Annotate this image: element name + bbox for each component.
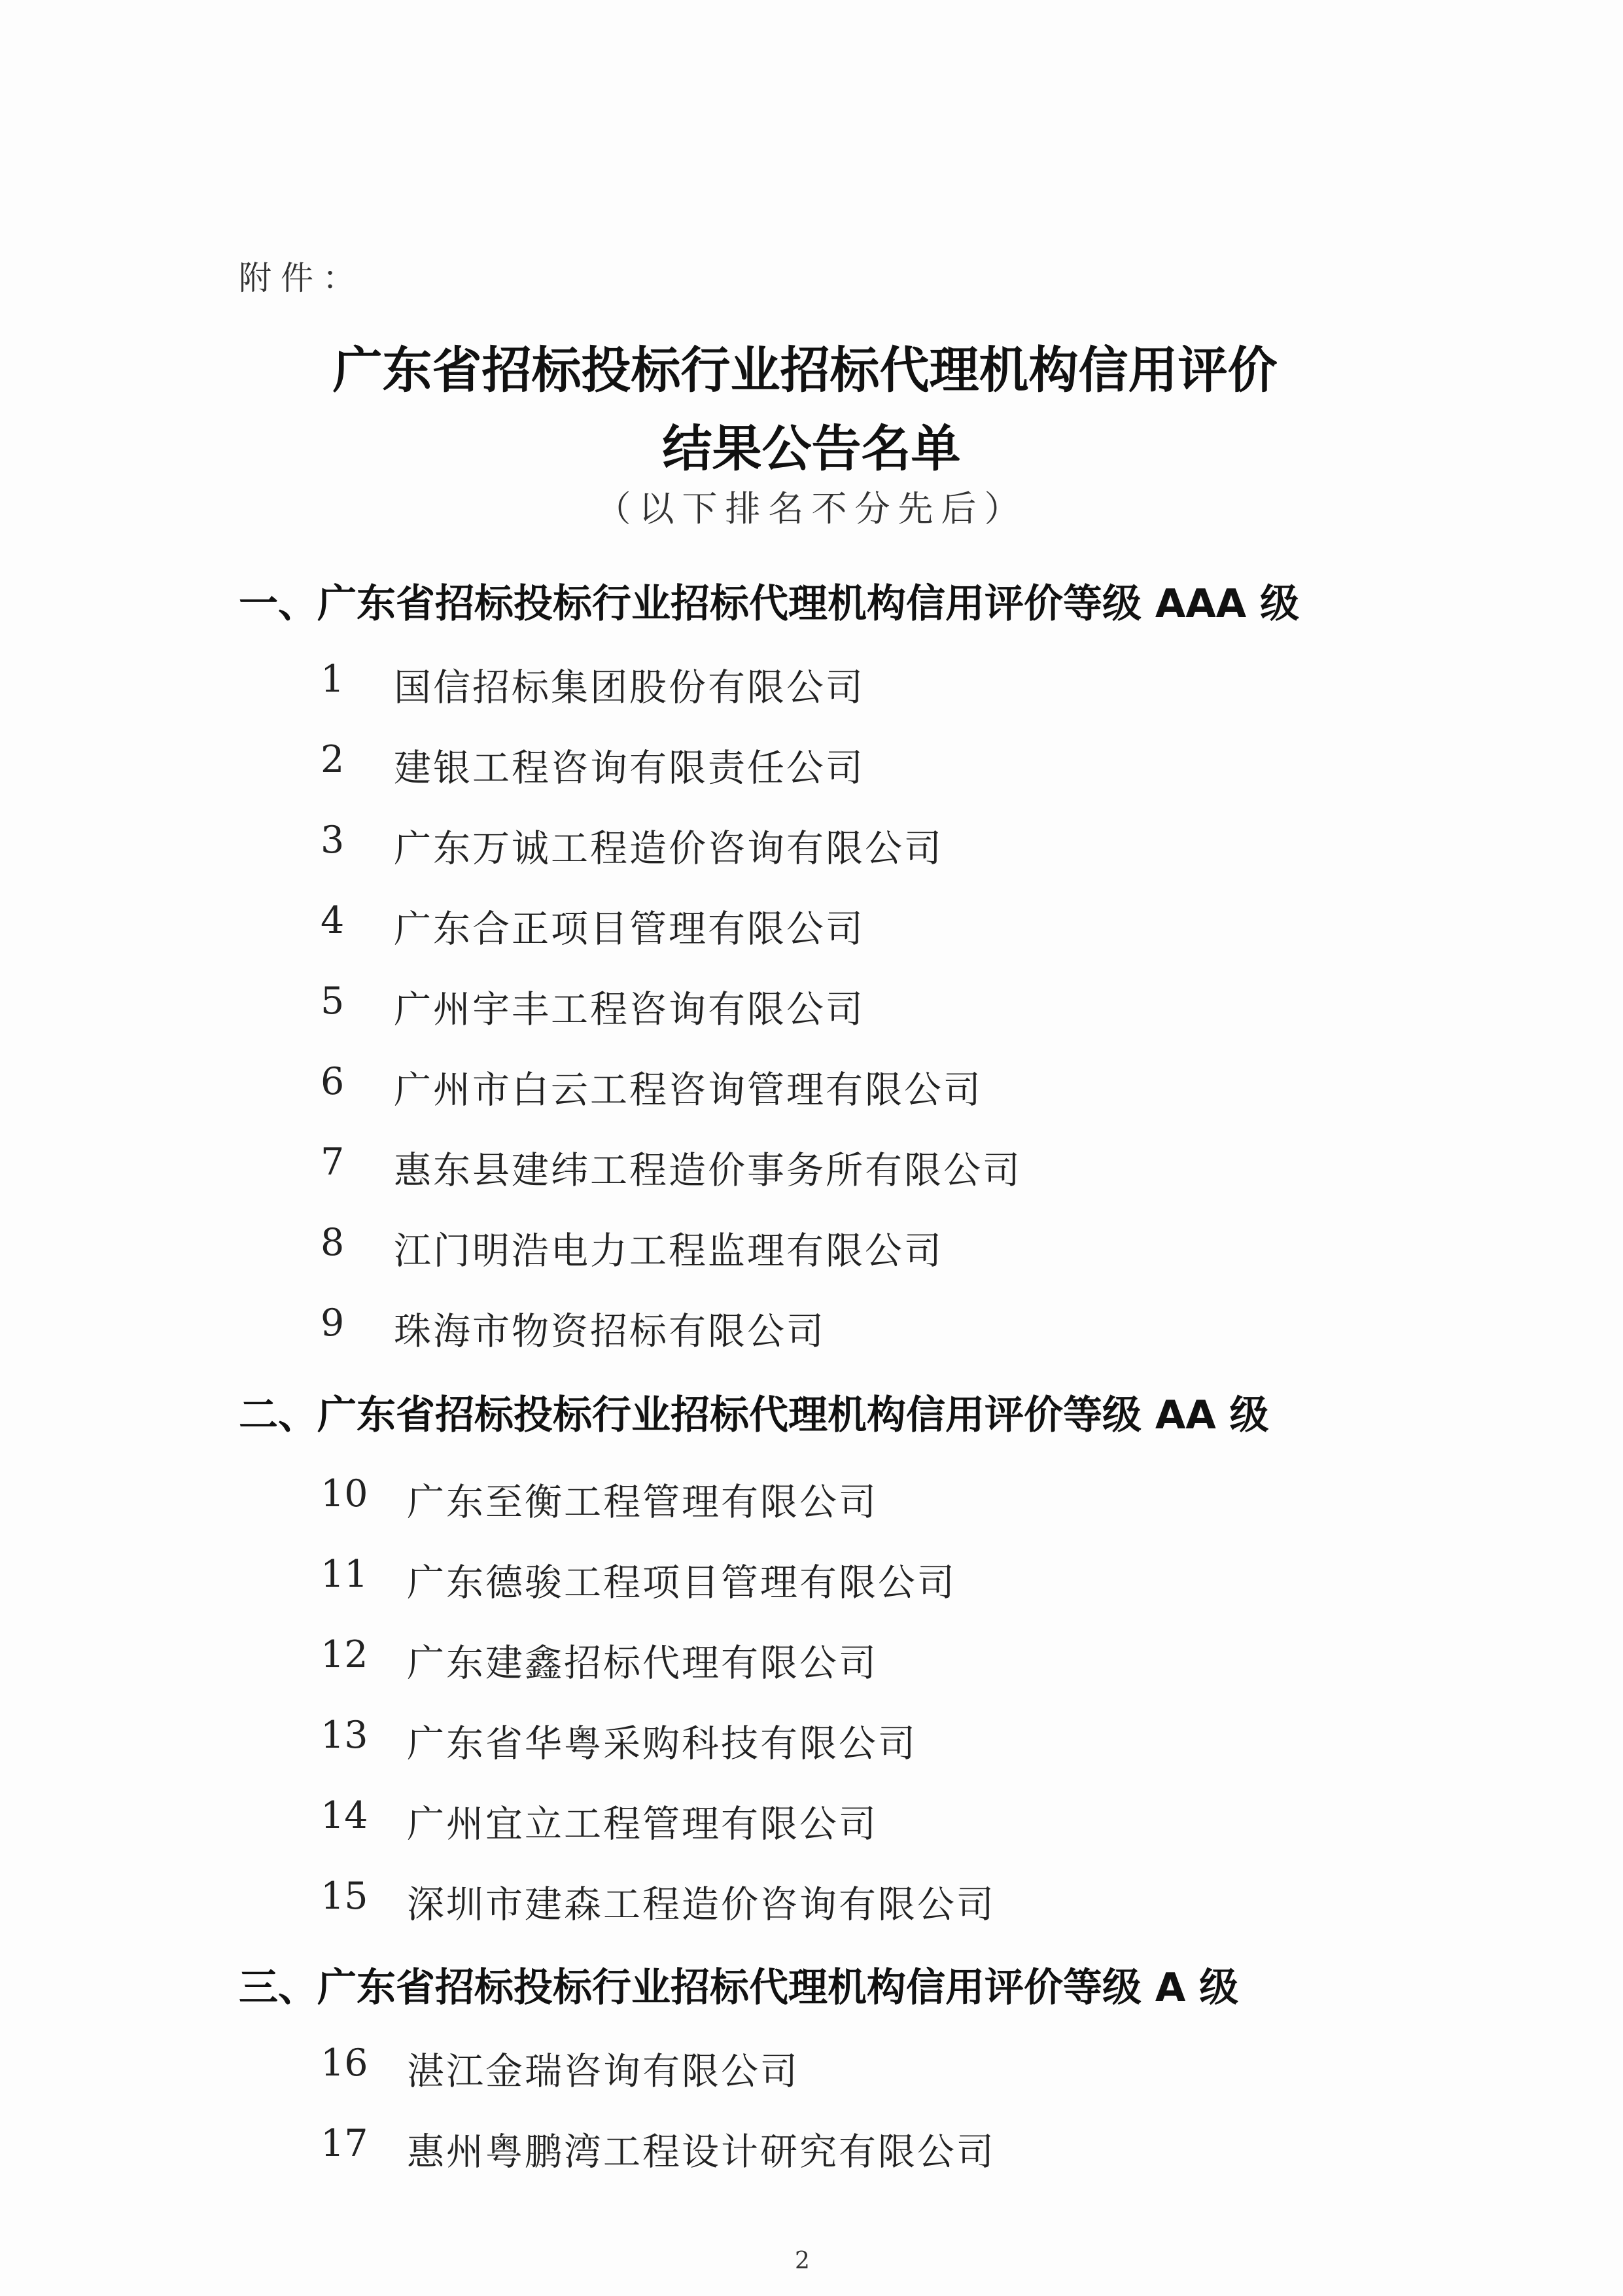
section-heading-aaa: 一、广东省招标投标行业招标代理机构信用评价等级 AAA 级 xyxy=(239,581,1300,627)
section-heading-aa: 二、广东省招标投标行业招标代理机构信用评价等级 AA 级 xyxy=(239,1392,1269,1438)
item-number: 13 xyxy=(321,1714,368,1757)
item-company-name: 广东建鑫招标代理有限公司 xyxy=(407,1642,878,1685)
item-number: 2 xyxy=(321,738,345,781)
item-company-name: 广州宇丰工程咨询有限公司 xyxy=(394,988,865,1031)
document-title-line-2: 结果公告名单 xyxy=(662,419,961,478)
document-subtitle: （以下排名不分先后） xyxy=(595,488,1028,529)
item-company-name: 惠东县建纬工程造价事务所有限公司 xyxy=(394,1149,1022,1192)
item-number: 11 xyxy=(321,1553,368,1596)
item-company-name: 广州市白云工程咨询管理有限公司 xyxy=(394,1069,983,1112)
item-number: 9 xyxy=(321,1301,345,1345)
section-heading-a: 三、广东省招标投标行业招标代理机构信用评价等级 A 级 xyxy=(239,1965,1239,2011)
item-number: 10 xyxy=(321,1472,368,1515)
item-company-name: 广东省华粤采购科技有限公司 xyxy=(407,1722,917,1765)
item-number: 7 xyxy=(321,1140,345,1184)
item-company-name: 建银工程咨询有限责任公司 xyxy=(394,747,865,790)
item-company-name: 广东万诚工程造价咨询有限公司 xyxy=(394,827,943,870)
item-company-name: 国信招标集团股份有限公司 xyxy=(394,666,865,709)
page-number: 2 xyxy=(795,2248,810,2274)
item-number: 3 xyxy=(321,819,345,862)
document-title-line-1: 广东省招标投标行业招标代理机构信用评价 xyxy=(332,341,1278,399)
item-company-name: 湛江金瑞咨询有限公司 xyxy=(407,2050,799,2093)
item-number: 6 xyxy=(321,1060,345,1103)
item-number: 17 xyxy=(321,2122,368,2165)
item-company-name: 惠州粤鹏湾工程设计研究有限公司 xyxy=(407,2130,996,2174)
item-company-name: 深圳市建森工程造价咨询有限公司 xyxy=(407,1883,996,1926)
item-number: 15 xyxy=(321,1875,368,1918)
item-number: 12 xyxy=(321,1633,368,1676)
item-company-name: 广州宜立工程管理有限公司 xyxy=(407,1803,878,1846)
item-company-name: 广东至衡工程管理有限公司 xyxy=(407,1481,878,1524)
item-number: 14 xyxy=(321,1794,368,1837)
item-company-name: 广东德骏工程项目管理有限公司 xyxy=(407,1561,956,1604)
item-company-name: 珠海市物资招标有限公司 xyxy=(394,1310,826,1353)
item-number: 8 xyxy=(321,1221,345,1264)
attachment-label: 附件： xyxy=(239,259,364,297)
item-number: 16 xyxy=(321,2041,368,2085)
item-company-name: 广东合正项目管理有限公司 xyxy=(394,908,865,951)
item-company-name: 江门明浩电力工程监理有限公司 xyxy=(394,1229,943,1273)
item-number: 5 xyxy=(321,980,345,1023)
item-number: 1 xyxy=(321,658,345,701)
item-number: 4 xyxy=(321,899,345,942)
